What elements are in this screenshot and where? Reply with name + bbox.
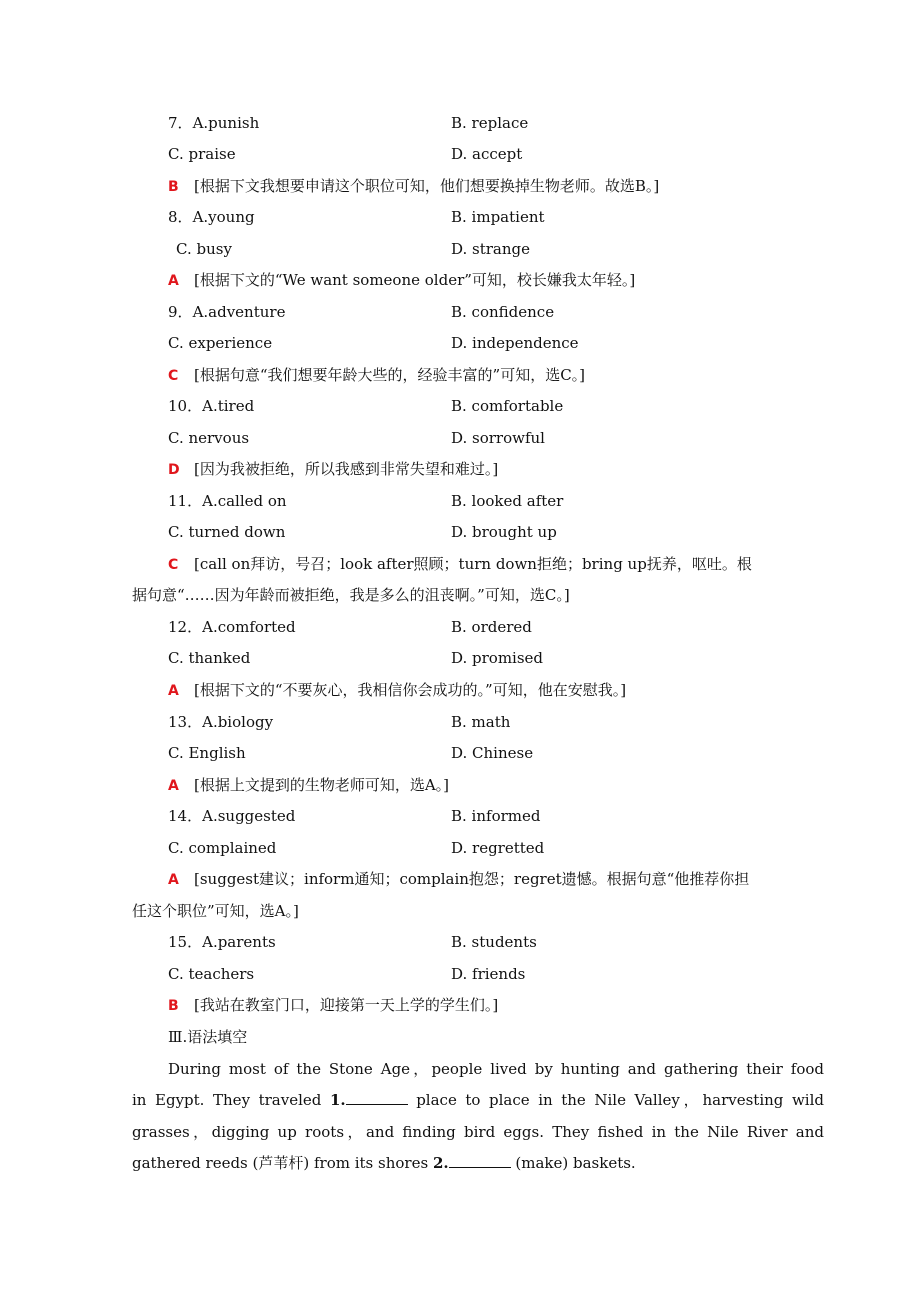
- blank-2-label: 2.: [432, 1154, 449, 1172]
- answer-explanation: [根据下文我想要申请这个职位可知，他们想要换掉生物老师。故选B。]: [194, 177, 660, 195]
- option-c: C. turned down: [168, 523, 286, 541]
- passage-line-2: [0, 1088, 920, 1112]
- question-number: 8: [168, 208, 178, 226]
- answer-letter: B: [168, 998, 179, 1014]
- option-b: B. looked after: [451, 492, 564, 510]
- option-d: D. accept: [451, 145, 523, 163]
- question-number: 14: [168, 807, 188, 825]
- option-c: C. thanked: [168, 649, 251, 667]
- passage-fragment: gathered reeds (芦苇杆) from its shores: [132, 1154, 433, 1172]
- answer-letter: C: [168, 368, 179, 384]
- option-b: B. students: [451, 933, 537, 951]
- answer-10: [0, 457, 920, 481]
- passage-fragment: (make) baskets.: [510, 1154, 636, 1172]
- option-d: D. friends: [451, 965, 526, 983]
- question-number: 13: [168, 713, 188, 731]
- blank-1[interactable]: [346, 1089, 408, 1105]
- question-8-row-2: [0, 237, 920, 261]
- answer-explanation: [根据下文的“We want someone older”可知，校长嫌我太年轻。]: [194, 271, 636, 289]
- option-b: B. comfortable: [451, 397, 564, 415]
- option-a: A.comforted: [202, 618, 296, 636]
- question-9-row-2: [0, 331, 920, 355]
- answer-letter: D: [168, 462, 180, 478]
- passage-text: [132, 1088, 824, 1112]
- option-a: A.biology: [202, 713, 274, 731]
- question-10-row-1: 10．A.tired B. comfortable: [0, 394, 920, 418]
- answer-explanation: [call on拜访，号召；look after照顾；turn down拒绝；bring up抚养，呕吐。根: [194, 555, 752, 573]
- answer-explanation-continued: 据句意“……因为年龄而被拒绝，我是多么的沮丧啊。”可知，选C。]: [132, 586, 570, 604]
- option-a: A.tired: [202, 397, 255, 415]
- section-title: Ⅲ.语法填空: [168, 1028, 248, 1046]
- question-14-row-1: 14．A.suggested B. informed: [0, 804, 920, 828]
- question-12-row-2: [0, 646, 920, 670]
- option-b: B. replace: [451, 114, 529, 132]
- blank-2[interactable]: [449, 1152, 511, 1168]
- question-number: 11: [168, 492, 188, 510]
- answer-12: [0, 678, 920, 702]
- option-a: A.young: [192, 208, 255, 226]
- option-d: D. Chinese: [451, 744, 534, 762]
- option-c: C. experience: [168, 334, 273, 352]
- answer-11-continued: [0, 583, 920, 607]
- question-15-row-1: 15．A.parents B. students: [0, 930, 920, 954]
- answer-explanation: [根据下文的“不要灰心，我相信你会成功的。”可知，他在安慰我。]: [194, 681, 627, 699]
- passage-line-1: [0, 1057, 920, 1081]
- option-b: B. impatient: [451, 208, 545, 226]
- answer-letter: A: [168, 778, 179, 794]
- passage-text: During most of the Stone Age，people lived by hunting and gathering their food: [168, 1060, 824, 1078]
- option-d: D. promised: [451, 649, 544, 667]
- option-d: D. sorrowful: [451, 429, 545, 447]
- passage-line-4: [0, 1151, 920, 1175]
- option-c: C. busy: [176, 240, 232, 258]
- answer-8: [0, 268, 920, 292]
- option-c: C. complained: [168, 839, 277, 857]
- answer-letter: A: [168, 683, 179, 699]
- option-b: B. informed: [451, 807, 541, 825]
- question-14-row-2: [0, 836, 920, 860]
- question-11-row-1: 11．A.called on B. looked after: [0, 489, 920, 513]
- passage-line-3: [0, 1120, 920, 1144]
- question-7-row-2: [0, 142, 920, 166]
- answer-14-continued: [0, 899, 920, 923]
- question-8-row-1: 8．A.young B. impatient: [0, 205, 920, 229]
- question-number: 12: [168, 618, 188, 636]
- answer-explanation-continued: 任这个职位”可知，选A。]: [132, 902, 299, 920]
- answer-letter: A: [168, 872, 179, 888]
- option-a: A.punish: [192, 114, 260, 132]
- answer-14: [0, 867, 920, 891]
- answer-9: [0, 363, 920, 387]
- question-12-row-1: 12．A.comforted B. ordered: [0, 615, 920, 639]
- answer-15: [0, 993, 920, 1017]
- question-15-row-2: [0, 962, 920, 986]
- option-c: C. nervous: [168, 429, 250, 447]
- passage-text: grasses，digging up roots，and finding bird eggs. They fished in the Nile River and: [132, 1123, 824, 1141]
- option-d: D. regretted: [451, 839, 545, 857]
- blank-1-label: 1.: [329, 1091, 346, 1109]
- passage-text: [132, 1151, 824, 1175]
- answer-letter: B: [168, 179, 179, 195]
- question-7-row-1: 7．A.punish B. replace: [0, 111, 920, 135]
- section-heading-row: [0, 1025, 920, 1049]
- answer-11: [0, 552, 920, 576]
- option-a: A.parents: [202, 933, 276, 951]
- answer-explanation: [根据句意“我们想要年龄大些的，经验丰富的”可知，选C。]: [194, 366, 586, 384]
- answer-letter: C: [168, 557, 179, 573]
- answer-explanation: [因为我被拒绝，所以我感到非常失望和难过。]: [194, 460, 499, 478]
- question-11-row-2: [0, 520, 920, 544]
- option-c: C. praise: [168, 145, 236, 163]
- question-10-row-2: [0, 426, 920, 450]
- option-a: A.adventure: [192, 303, 286, 321]
- question-number: 15: [168, 933, 188, 951]
- option-a: A.called on: [202, 492, 287, 510]
- answer-7: [0, 174, 920, 198]
- option-d: D. strange: [451, 240, 531, 258]
- option-b: B. confidence: [451, 303, 555, 321]
- question-13-row-2: [0, 741, 920, 765]
- option-d: D. brought up: [451, 523, 557, 541]
- option-b: B. ordered: [451, 618, 532, 636]
- question-13-row-1: 13．A.biology B. math: [0, 710, 920, 734]
- question-number: 10: [168, 397, 188, 415]
- option-b: B. math: [451, 713, 511, 731]
- question-number: 9: [168, 303, 178, 321]
- answer-explanation: [suggest建议；inform通知；complain抱怨；regret遗憾。根据句意“他推荐你担: [194, 870, 750, 888]
- answer-letter: A: [168, 273, 179, 289]
- option-a: A.suggested: [202, 807, 296, 825]
- passage-fragment: in Egypt. They traveled: [132, 1091, 330, 1109]
- option-c: C. teachers: [168, 965, 255, 983]
- question-9-row-1: 9．A.adventure B. confidence: [0, 300, 920, 324]
- question-number: 7: [168, 114, 178, 132]
- option-c: C. English: [168, 744, 246, 762]
- answer-13: [0, 773, 920, 797]
- answer-explanation: [根据上文提到的生物老师可知，选A。]: [194, 776, 450, 794]
- passage-fragment: place to place in the Nile Valley，harvesting wild: [407, 1091, 824, 1109]
- answer-explanation: [我站在教室门口，迎接第一天上学的学生们。]: [194, 996, 499, 1014]
- option-d: D. independence: [451, 334, 579, 352]
